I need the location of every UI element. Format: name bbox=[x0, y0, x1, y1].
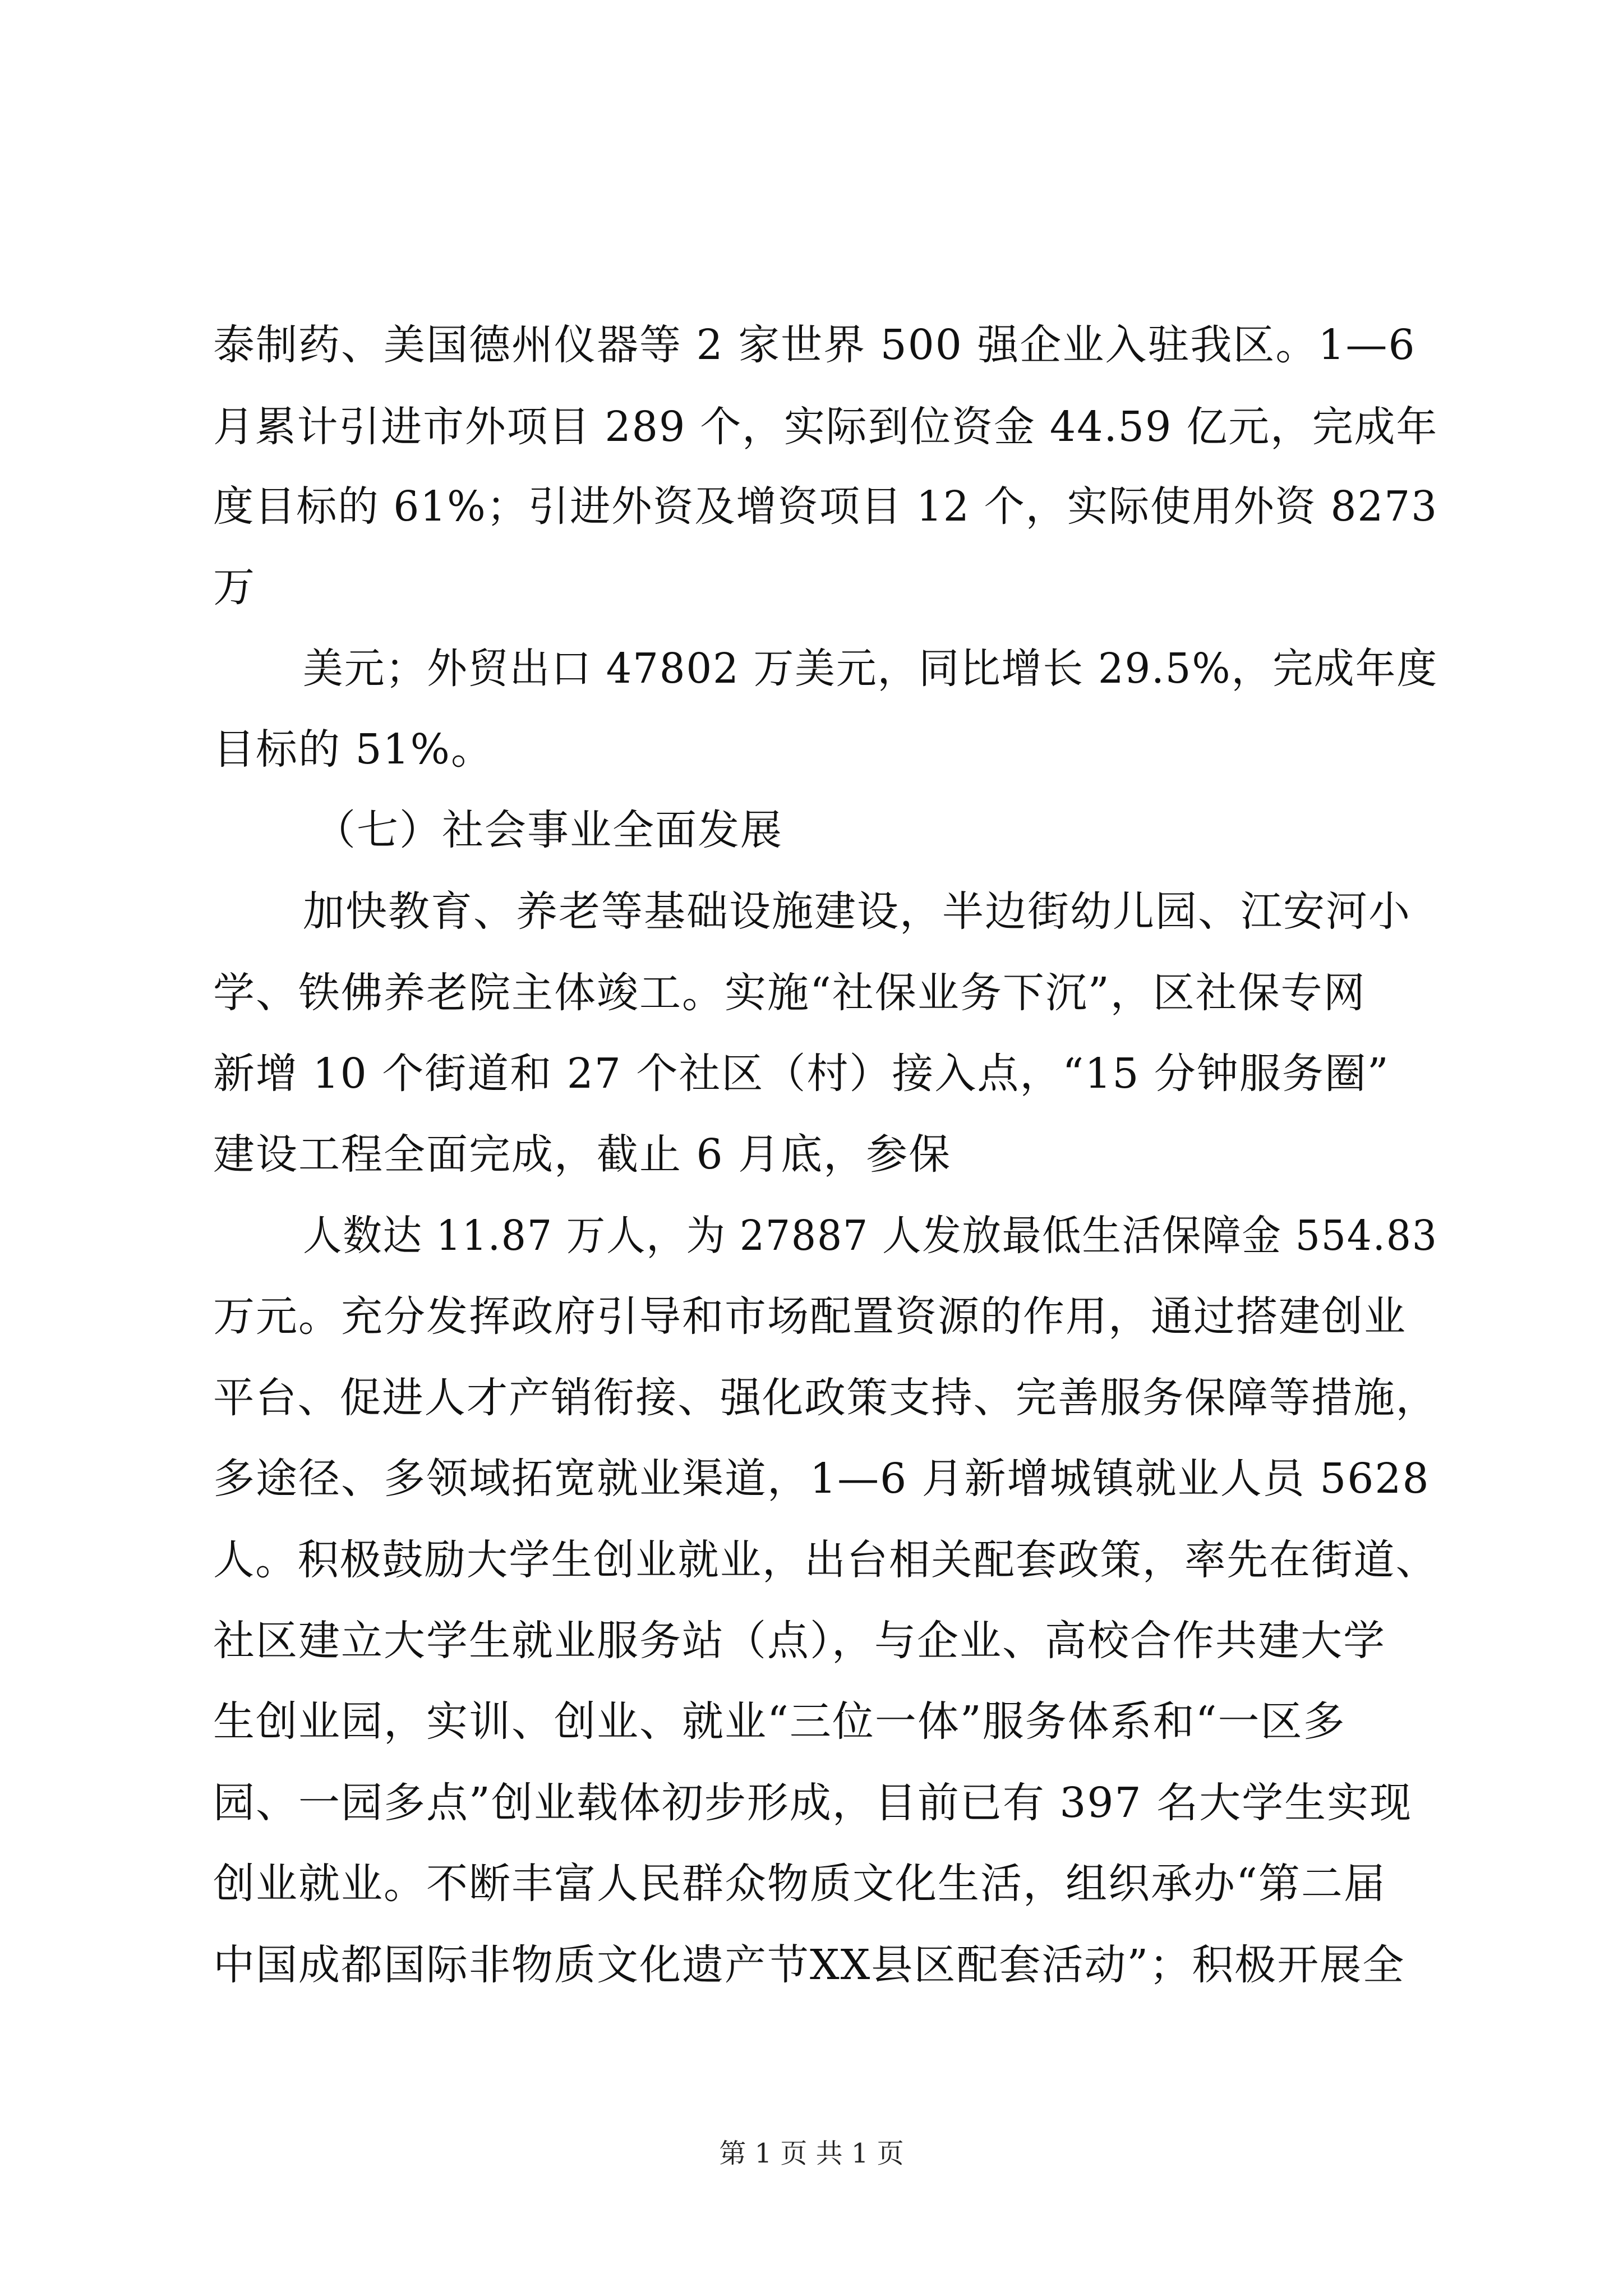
body-line-13: 万元。充分发挥政府引导和市场配置资源的作用，通过搭建创业 bbox=[213, 1292, 1407, 1341]
body-line-3: 度目标的 61%；引进外资及增资项目 12 个，实际使用外资 8273 bbox=[213, 482, 1438, 531]
body-line-1: 泰制药、美国德州仪器等 2 家世界 500 强企业入驻我区。1—6 bbox=[213, 321, 1416, 369]
body-line-5: 美元；外贸出口 47802 万美元，同比增长 29.5%，完成年度 bbox=[303, 645, 1438, 693]
body-line-6: 目标的 51%。 bbox=[213, 725, 494, 774]
body-line-17: 社区建立大学生就业服务站（点），与企业、高校合作共建大学 bbox=[213, 1617, 1386, 1665]
body-line-19: 园、一园多点”创业载体初步形成，目前已有 397 名大学生实现 bbox=[213, 1779, 1413, 1827]
body-line-18: 生创业园，实训、创业、就业“三位一体”服务体系和“一区多 bbox=[213, 1697, 1346, 1746]
body-line-15: 多途径、多领域拓宽就业渠道，1—6 月新增城镇就业人员 5628 bbox=[213, 1455, 1430, 1503]
page-footer: 第 1 页 共 1 页 bbox=[719, 2138, 904, 2169]
body-line-16: 人。积极鼓励大学生创业就业，出台相关配套政策，率先在街道、 bbox=[213, 1536, 1438, 1584]
body-line-20: 创业就业。不断丰富人民群众物质文化生活，组织承办“第二届 bbox=[213, 1860, 1386, 1908]
section-heading: （七）社会事业全面发展 bbox=[314, 806, 783, 854]
body-line-4: 万 bbox=[213, 563, 256, 611]
body-line-12: 人数达 11.87 万人，为 27887 人发放最低生活保障金 554.83 bbox=[303, 1212, 1438, 1260]
body-line-11: 建设工程全面完成，截止 6 月底，参保 bbox=[213, 1130, 952, 1179]
body-line-21: 中国成都国际非物质文化遗产节XX县区配套活动”；积极开展全 bbox=[213, 1941, 1405, 1989]
body-line-14: 平台、促进人才产销衔接、强化政策支持、完善服务保障等措施， bbox=[213, 1374, 1438, 1422]
body-line-10: 新增 10 个街道和 27 个社区（村）接入点，“15 分钟服务圈” bbox=[213, 1050, 1390, 1098]
body-line-9: 学、铁佛养老院主体竣工。实施“社保业务下沉”，区社保专网 bbox=[213, 969, 1366, 1017]
body-line-8: 加快教育、养老等基础设施建设，半边街幼儿园、江安河小 bbox=[303, 887, 1411, 936]
body-line-2: 月累计引进市外项目 289 个，实际到位资金 44.59 亿元，完成年 bbox=[213, 403, 1438, 451]
